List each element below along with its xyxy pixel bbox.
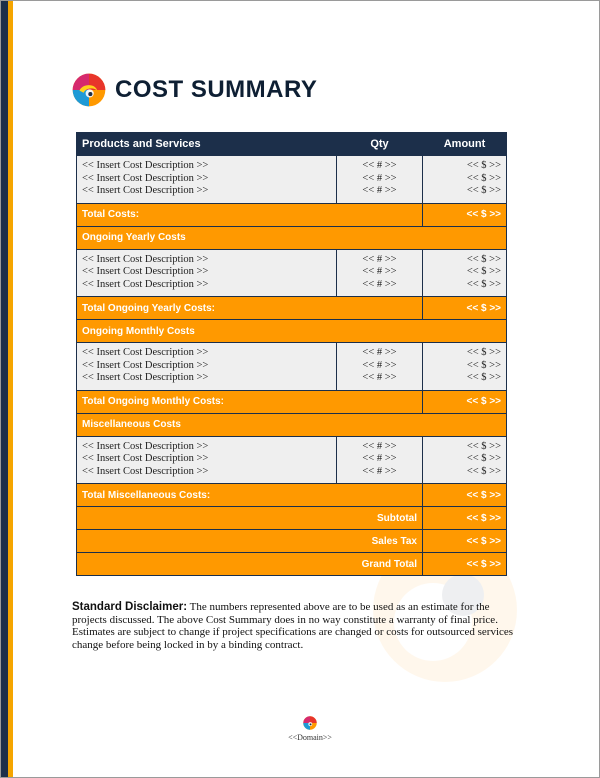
total-row-miscellaneous: [77, 484, 507, 507]
sales-tax-row: [77, 530, 507, 553]
subtotal-row: [77, 507, 507, 530]
item-description: << Insert Cost Description >>: [82, 185, 209, 196]
item-description: << Insert Cost Description >>: [82, 359, 209, 371]
total-label: Total Ongoing Yearly Costs:: [77, 297, 423, 320]
total-row-yearly: [77, 297, 507, 320]
section-heading-monthly: [77, 320, 507, 343]
page-title: COST SUMMARY: [115, 76, 318, 103]
item-description: << Insert Cost Description >>: [82, 347, 209, 358]
total-value: << $ >>: [423, 484, 507, 507]
grand-total-value: << $ >>: [423, 553, 507, 576]
items-block-yearly: [77, 249, 507, 297]
total-label: Total Ongoing Monthly Costs:: [77, 390, 423, 413]
item-amount: << $ >>: [466, 453, 501, 464]
item-qty: << # >>: [362, 185, 397, 196]
cost-summary-table: [76, 132, 507, 576]
item-qty: << # >>: [362, 266, 397, 277]
sales-tax-label: Sales Tax: [77, 530, 423, 553]
section-heading: Ongoing Yearly Costs: [77, 226, 507, 249]
item-amount: << $ >>: [466, 160, 501, 171]
header-products-services: Products and Services: [77, 133, 337, 156]
page-header: [72, 72, 317, 108]
item-descriptions-cell: [77, 436, 337, 484]
item-amount-cell: [423, 436, 507, 484]
item-amount: << $ >>: [466, 172, 501, 184]
header-qty: Qty: [337, 133, 423, 156]
grand-total-label: Grand Total: [77, 553, 423, 576]
item-qty-cell: [337, 156, 423, 204]
item-description: << Insert Cost Description >>: [82, 278, 209, 290]
item-qty: << # >>: [362, 372, 397, 383]
item-qty: << # >>: [362, 253, 397, 265]
side-stripe-navy: [1, 1, 8, 777]
section-heading-yearly: [77, 226, 507, 249]
item-qty: << # >>: [362, 465, 397, 477]
total-value: << $ >>: [423, 297, 507, 320]
item-qty: << # >>: [362, 440, 397, 452]
disclaimer-text: The numbers represented above are to be used as an estimate for the projects discussed. The above Cost Summary does in no way constitute a warranty of final price. Estimates are subject to change if project specifications are changed or costs for outsourced services change before being locked in by a binding contract.: [72, 601, 514, 651]
footer-logo-icon: [303, 716, 317, 730]
swirl-logo-icon: [72, 73, 106, 107]
sales-tax-value: << $ >>: [423, 530, 507, 553]
disclaimer-label: Standard Disclaimer:: [72, 601, 188, 613]
total-value: << $ >>: [423, 390, 507, 413]
item-description: << Insert Cost Description >>: [82, 465, 209, 477]
item-description: << Insert Cost Description >>: [82, 160, 209, 171]
item-amount-cell: [423, 249, 507, 297]
item-description: << Insert Cost Description >>: [82, 440, 209, 452]
header-amount: Amount: [423, 133, 507, 156]
item-qty-cell: [337, 436, 423, 484]
item-qty: << # >>: [362, 359, 397, 371]
item-amount: << $ >>: [466, 266, 501, 277]
item-description: << Insert Cost Description >>: [82, 253, 209, 265]
item-amount-cell: [423, 343, 507, 391]
side-stripe-orange: [8, 1, 13, 777]
item-descriptions-cell: [77, 249, 337, 297]
item-amount: << $ >>: [466, 440, 501, 452]
item-qty: << # >>: [362, 278, 397, 290]
section-heading: Miscellaneous Costs: [77, 413, 507, 436]
footer-domain: <<Domain>>: [288, 733, 332, 742]
item-amount: << $ >>: [466, 359, 501, 371]
item-qty-cell: [337, 343, 423, 391]
item-qty: << # >>: [362, 347, 397, 358]
items-block-costs: [77, 156, 507, 204]
section-heading-miscellaneous: [77, 413, 507, 436]
item-qty: << # >>: [362, 172, 397, 184]
items-block-monthly: [77, 343, 507, 391]
item-amount: << $ >>: [466, 253, 501, 265]
item-description: << Insert Cost Description >>: [82, 266, 209, 277]
item-amount: << $ >>: [466, 465, 501, 477]
item-amount: << $ >>: [466, 278, 501, 290]
item-descriptions-cell: [77, 343, 337, 391]
total-value: << $ >>: [423, 203, 507, 226]
total-row-costs: [77, 203, 507, 226]
item-descriptions-cell: [77, 156, 337, 204]
item-qty: << # >>: [362, 160, 397, 171]
table-header-row: [77, 133, 507, 156]
item-description: << Insert Cost Description >>: [82, 372, 209, 383]
section-heading: Ongoing Monthly Costs: [77, 320, 507, 343]
grand-total-row: [77, 553, 507, 576]
standard-disclaimer: [72, 601, 522, 651]
total-label: Total Costs:: [77, 203, 423, 226]
total-label: Total Miscellaneous Costs:: [77, 484, 423, 507]
item-amount: << $ >>: [466, 372, 501, 383]
item-qty: << # >>: [362, 453, 397, 464]
item-description: << Insert Cost Description >>: [82, 172, 209, 184]
subtotal-label: Subtotal: [77, 507, 423, 530]
item-description: << Insert Cost Description >>: [82, 453, 209, 464]
item-amount-cell: [423, 156, 507, 204]
item-amount: << $ >>: [466, 185, 501, 196]
subtotal-value: << $ >>: [423, 507, 507, 530]
items-block-miscellaneous: [77, 436, 507, 484]
item-qty-cell: [337, 249, 423, 297]
item-amount: << $ >>: [466, 347, 501, 358]
total-row-monthly: [77, 390, 507, 413]
